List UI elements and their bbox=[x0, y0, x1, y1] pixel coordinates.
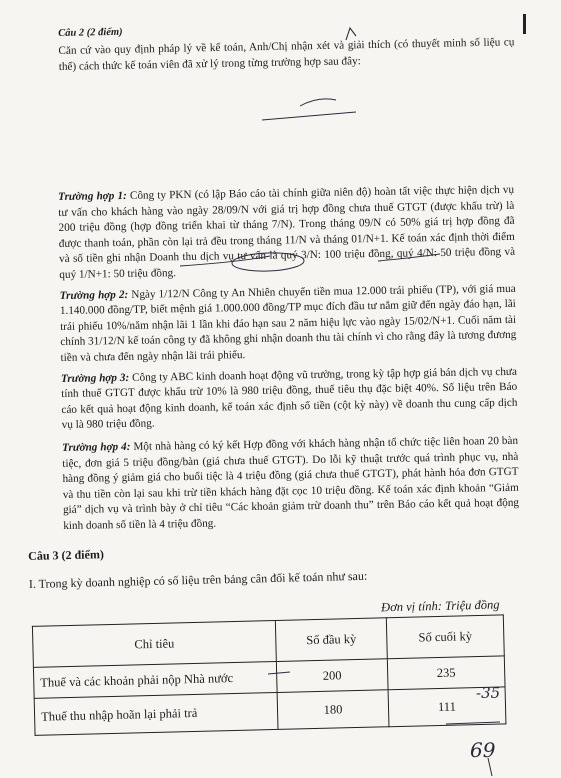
case-4-label: Trường hợp 4: bbox=[61, 440, 131, 454]
case-1 bbox=[58, 183, 515, 284]
table-cell: Thuế thu nhập hoãn lại phải trả bbox=[34, 692, 278, 735]
question-2-intro: Căn cứ vào quy định pháp lý về kế toán, Anh/Chị nhận xét và giải thích (có thuyết minh số liệu cụ thể) cách thức kế toán viên đã xử lý trong từng trường hợp sau đây: bbox=[58, 36, 515, 73]
table-cell: 111 bbox=[388, 687, 506, 727]
pen-mark bbox=[300, 99, 336, 106]
page-edge-mark bbox=[523, 14, 526, 34]
table-cell: 200 bbox=[276, 659, 388, 693]
table-header-cell: Số cuối kỳ bbox=[386, 615, 504, 659]
handwritten-note-1: -35 bbox=[476, 684, 501, 702]
table-header-cell: Chỉ tiêu bbox=[32, 620, 276, 667]
case-2-text: Ngày 1/12/N Công ty An Nhiên chuyển tiền mua 12.000 trái phiếu (TP), với giá mua 1.140.000 đồng/TP, biết mệnh giá 1.000.000 đồng/TP mục đích đầu tư nắm giữ đến ngày đáo hạn, lãi trái phiếu 10%/năm nhận lãi 1 lần khi đáo hạn sau 2 năm hiệu lực vào ngày 15/02/N+1. Cuối năm tài chính 31/12/N kế toán công ty đã không ghi nhận doanh thu tài chính vì cho rằng đây là tương đương tiền và chưa đến ngày nhận lãi trái phiếu. bbox=[59, 282, 517, 364]
question-3-heading: Câu 3 (2 điểm) bbox=[28, 547, 105, 563]
pen-mark bbox=[488, 758, 492, 776]
case-2 bbox=[60, 281, 517, 366]
question-3-intro: I. Trong kỳ doanh nghiệp có số liệu trên bảng cân đối kế toán như sau: bbox=[28, 568, 368, 591]
table-cell: Thuế và các khoản phải nộp Nhà nước bbox=[33, 661, 277, 698]
case-4-text: Một nhà hàng có ký kết Hợp đồng với khách hàng nhận tổ chức tiệc liên hoan 20 bàn tiệc, đơn giá 5 triệu đồng/bàn (giá chưa thuế GTGT). Do lỗi kỹ thuật trước quá trình phục vụ, nhà hàng đồng ý giảm giá cho buổi tiệc là 4 triệu đồng (giá chưa thuế GTGT), phát hành hóa đơn GTGT và thu tiền còn lại sau khi trừ tiền khách hàng đặt cọc 10 triệu đồng. Kế toán xác định khoản “Giảm giá” dịch vụ và trình bày ở chỉ tiêu “Các khoản giảm trừ doanh thu” trên Báo cáo kết quả hoạt động kinh doanh số tiền là 4 triệu đồng. bbox=[62, 434, 520, 532]
table-cell: 235 bbox=[387, 656, 505, 690]
question-3-block bbox=[28, 536, 532, 736]
case-2-label: Trường hợp 2: bbox=[59, 288, 129, 302]
question-2-header-block bbox=[58, 17, 515, 81]
table-cell: 180 bbox=[277, 690, 389, 730]
case-list bbox=[58, 183, 519, 540]
underline-mark bbox=[262, 112, 356, 120]
case-3 bbox=[61, 364, 518, 434]
handwritten-note-2: 69 bbox=[470, 738, 496, 762]
table-header-cell: Số đầu kỳ bbox=[275, 618, 387, 662]
case-4 bbox=[62, 434, 519, 535]
case-1-text: Công ty PKN (có lập Báo cáo tài chính giữa niên độ) hoàn tất việc thực hiện dịch vụ tư vấn cho khách hàng vào ngày 28/09/N với giá trị hợp đồng chưa thuế GTGT (được khấu trừ) là 200 triệu đồng (hợp đồng triển khai từ tháng 7/N). Trong tháng 09/N có 50% giá trị hợp đồng đã được thanh toán, phần còn lại trả đều trong tháng 11/N và tháng 01/N+1. Kế toán xác định thời điểm và số tiền ghi nhận Doanh thu dịch vụ tư vấn là quý 3/N: 100 triệu đồng, quý 4/N: 50 triệu đồng và quý 1/N+1: 50 triệu đồng. bbox=[58, 183, 516, 281]
balance-sheet-table bbox=[32, 614, 507, 735]
case-3-text: Công ty ABC kinh doanh hoạt động vũ trường, trong kỳ tập hợp giá bán dịch vụ chưa tính thuế GTGT được khấu trừ 10% là 980 triệu đồng, thuế tiêu thụ đặc biệt 40%. Số liệu trên Báo cáo kết quả hoạt động kinh doanh, kế toán xác định số tiền (cột kỳ này) về doanh thu cung cấp dịch vụ là 980 triệu đồng. bbox=[61, 365, 518, 432]
case-1-label: Trường hợp 1: bbox=[58, 189, 127, 203]
question-2-heading: Câu 2 (2 điểm) bbox=[58, 26, 123, 39]
unit-label: Đơn vị tính: Triệu đồng bbox=[380, 597, 500, 615]
case-3-label: Trường hợp 3: bbox=[60, 371, 130, 385]
